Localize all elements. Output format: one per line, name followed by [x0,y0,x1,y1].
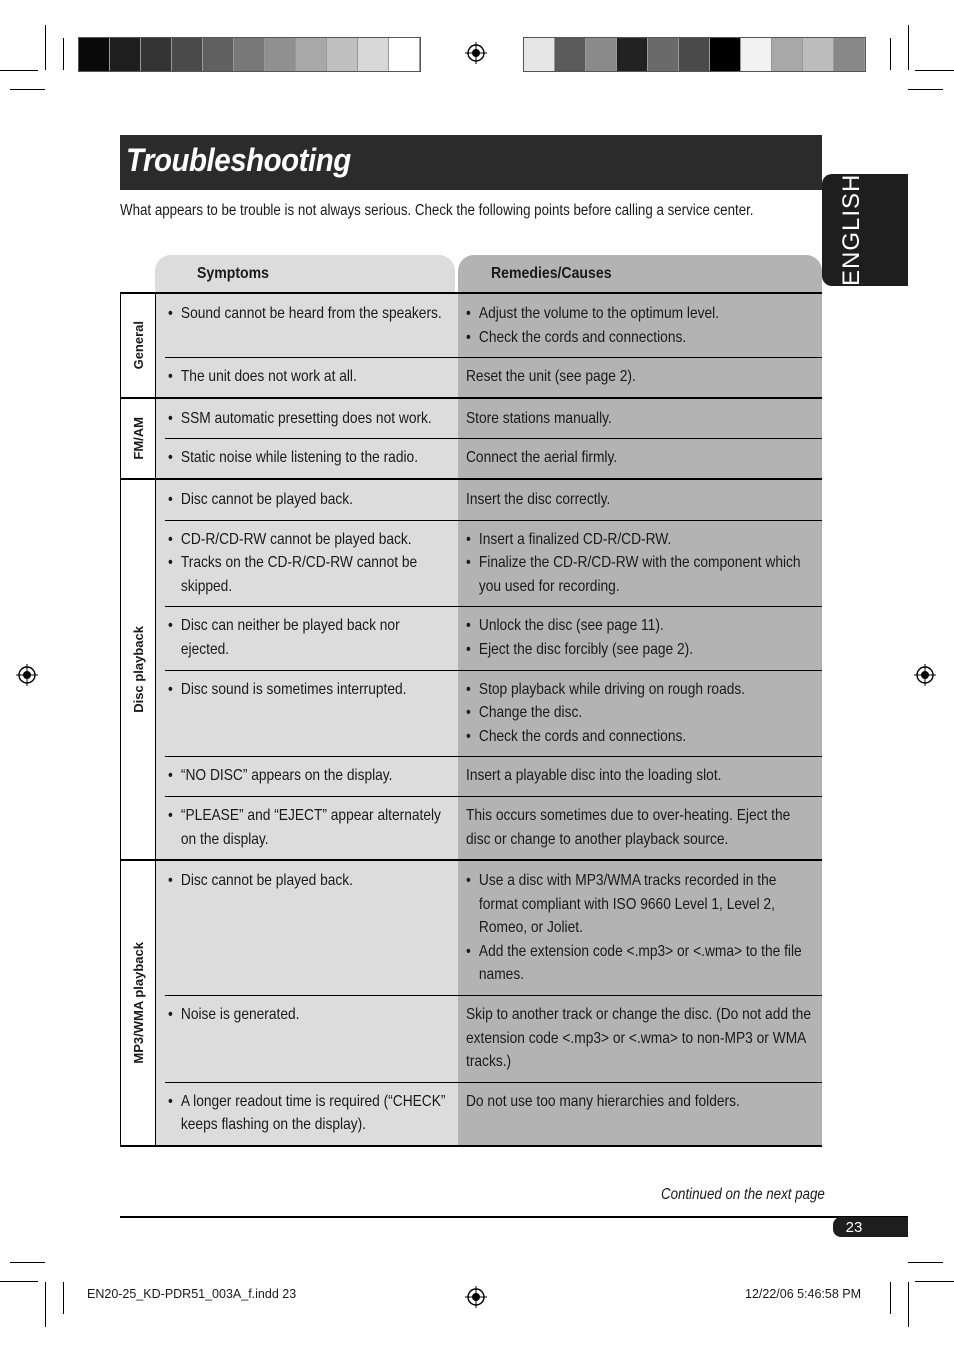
remedy-cell [458,399,822,439]
color-swatch [79,38,110,71]
footer-file-info: EN20-25_KD-PDR51_003A_f.indd 23 [87,1287,297,1301]
color-swatch [110,38,141,71]
symptom-item: • SSM automatic presetting does not work. [168,407,451,431]
color-swatch [586,38,617,71]
color-swatch [234,38,265,71]
remedy-text: Do not use too many hierarchies and folders. [466,1092,740,1110]
table-row [156,756,822,796]
color-swatch [203,38,234,71]
symptom-cell [156,796,458,859]
remedy-cell [458,995,822,1082]
language-label: ENGLISH [838,173,865,287]
table-row [156,357,822,397]
group-label-cell [120,480,156,859]
color-swatch [834,38,865,71]
symptom-item: • Disc cannot be played back. [168,488,451,512]
registration-mark-icon [16,664,38,686]
color-swatch [524,38,555,71]
symptom-item: • Tracks on the CD-R/CD-RW cannot be skipped. [168,551,451,598]
page-title: Troubleshooting [126,142,351,178]
symptom-cell [156,670,458,757]
color-swatch [141,38,172,71]
color-swatch [710,38,741,71]
crop-mark [63,1282,64,1314]
symptom-cell [156,438,458,478]
remedies-header: Remedies/Causes [491,265,612,282]
remedy-cell [458,606,822,669]
remedy-text: Store stations manually. [466,409,612,427]
remedy-item: • Adjust the volume to the optimum level. [466,302,813,326]
color-swatch [296,38,327,71]
remedy-item: • Unlock the disc (see page 11). [466,614,813,638]
color-swatch [772,38,803,71]
color-bar-right [523,37,866,72]
intro-text: What appears to be trouble is not always serious. Check the following points before calling a service center. [120,202,754,219]
symptom-item: • Disc sound is sometimes interrupted. [168,678,451,702]
symptom-cell [156,480,458,520]
remedy-item: • Insert a finalized CD-R/CD-RW. [466,528,813,552]
group-label-cell [120,294,156,397]
crop-mark [0,70,38,71]
color-bar-left [78,37,421,72]
remedy-item: • Change the disc. [466,701,813,725]
symptom-item: • Disc can neither be played back nor ejected. [168,614,451,661]
remedy-item: • Stop playback while driving on rough roads. [466,678,813,702]
color-swatch [648,38,679,71]
remedy-cell [458,357,822,397]
table-row [156,399,822,439]
table-row [156,995,822,1082]
remedy-text: Insert the disc correctly. [466,490,611,508]
color-swatch [617,38,648,71]
group-label: FM/AM [130,417,146,460]
footer-timestamp: 12/22/06 5:46:58 PM [745,1287,862,1301]
remedy-cell [458,438,822,478]
crop-mark [63,38,64,70]
remedy-cell [458,480,822,520]
symptom-cell [156,995,458,1082]
registration-mark-icon [465,42,487,64]
table-group [120,399,822,480]
symptoms-header: Symptoms [197,265,269,282]
table-row [156,606,822,669]
crop-mark [908,1262,943,1263]
registration-mark-icon [914,664,936,686]
table-row [156,861,822,995]
color-swatch [555,38,586,71]
table-row [156,796,822,859]
color-swatch [741,38,772,71]
remedy-cell [458,294,822,357]
registration-mark-icon [465,1286,487,1308]
crop-mark [908,89,943,90]
remedy-cell [458,1082,822,1145]
crop-mark [908,1282,909,1327]
symptom-cell [156,861,458,995]
bottom-rule [120,1216,908,1218]
group-label: General [130,321,146,370]
table-row [156,1082,822,1145]
remedy-item: • Use a disc with MP3/WMA tracks recorded in the format compliant with ISO 9660 Level 1, Level 2, Romeo, or Joliet. [466,869,813,940]
remedy-cell [458,520,822,607]
crop-mark [10,1262,45,1263]
symptom-cell [156,294,458,357]
crop-mark [0,1281,38,1282]
table-group [120,480,822,861]
remedy-cell [458,796,822,859]
remedy-item: • Add the extension code <.mp3> or <.wma> to the file names. [466,940,813,987]
crop-mark [890,1282,891,1314]
page-number: 23 [845,1218,863,1236]
table-row [156,670,822,757]
symptom-cell [156,756,458,796]
color-swatch [358,38,389,71]
symptom-item: • Disc cannot be played back. [168,869,451,893]
symptom-item: • Sound cannot be heard from the speakers. [168,302,451,326]
table-row [156,520,822,607]
remedy-item: • Check the cords and connections. [466,326,813,350]
color-swatch [679,38,710,71]
remedy-cell [458,670,822,757]
troubleshooting-table [120,292,822,1147]
symptom-item: • The unit does not work at all. [168,365,451,389]
symptom-cell [156,1082,458,1145]
remedy-text: Insert a playable disc into the loading slot. [466,767,722,785]
remedy-item: • Check the cords and connections. [466,725,813,749]
crop-mark [10,89,45,90]
crop-mark [915,1281,954,1282]
table-row [156,480,822,520]
color-swatch [803,38,834,71]
continued-note: Continued on the next page [661,1186,825,1203]
table-group [120,861,822,1145]
crop-mark [908,25,909,70]
symptom-cell [156,357,458,397]
color-swatch [389,38,420,71]
group-label: Disc playback [130,626,146,713]
symptom-cell [156,399,458,439]
table-row [156,294,822,357]
remedy-cell [458,861,822,995]
symptom-item: • CD-R/CD-RW cannot be played back. [168,528,451,552]
symptom-cell [156,606,458,669]
symptom-item: • Static noise while listening to the radio. [168,446,451,470]
remedy-text: This occurs sometimes due to over-heating. Eject the disc or change to another playback source. [466,806,791,848]
symptom-item: • “PLEASE” and “EJECT” appear alternately on the display. [168,804,451,851]
color-swatch [172,38,203,71]
remedy-item: • Finalize the CD-R/CD-RW with the component which you used for recording. [466,551,813,598]
table-row [156,438,822,478]
group-label-cell [120,861,156,1145]
remedy-cell [458,756,822,796]
crop-mark [890,38,891,70]
crop-mark [45,1282,46,1327]
remedy-item: • Eject the disc forcibly (see page 2). [466,638,813,662]
symptom-item: • Noise is generated. [168,1003,451,1027]
remedy-text: Connect the aerial firmly. [466,449,618,467]
symptom-item: • A longer readout time is required (“CHECK” keeps flashing on the display). [168,1090,451,1137]
symptom-cell [156,520,458,607]
remedy-text: Reset the unit (see page 2). [466,368,636,386]
group-label: MP3/WMA playback [130,942,146,1064]
color-swatch [265,38,296,71]
symptom-item: • “NO DISC” appears on the display. [168,764,451,788]
remedy-text: Skip to another track or change the disc. (Do not add the extension code <.mp3> or <.wma> to non-MP3 or WMA tracks.) [466,1006,811,1071]
table-group [120,294,822,399]
crop-mark [915,70,954,71]
group-label-cell [120,399,156,478]
color-swatch [327,38,358,71]
crop-mark [45,25,46,70]
